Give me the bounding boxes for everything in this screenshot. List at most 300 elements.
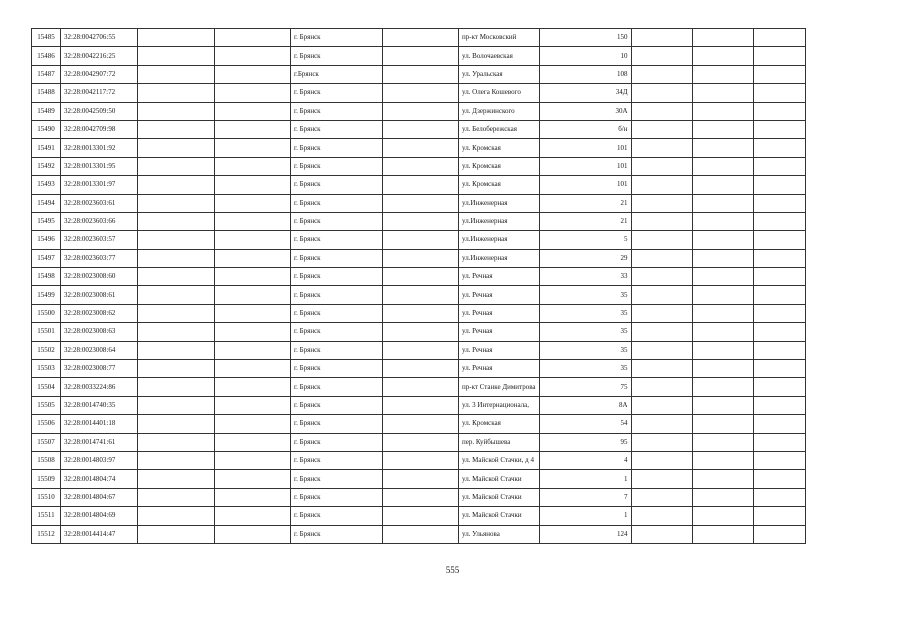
- record-number: 15512: [32, 525, 61, 543]
- record-number: 15510: [32, 488, 61, 506]
- empty-cell: [138, 323, 215, 341]
- empty-cell: [753, 212, 805, 230]
- record-number: 15491: [32, 139, 61, 157]
- empty-cell: [215, 29, 291, 47]
- empty-cell: [692, 396, 753, 414]
- empty-cell: [692, 323, 753, 341]
- empty-cell: [383, 415, 459, 433]
- empty-cell: [631, 323, 692, 341]
- street: ул. Волочаевская: [459, 47, 540, 65]
- empty-cell: [753, 396, 805, 414]
- table-row: [32, 451, 806, 469]
- cadastral-number: 32:28:0023008:61: [61, 286, 138, 304]
- record-number: 15496: [32, 231, 61, 249]
- empty-cell: [215, 231, 291, 249]
- table-row: [32, 304, 806, 322]
- empty-cell: [631, 378, 692, 396]
- empty-cell: [138, 29, 215, 47]
- street: ул. Кромская: [459, 157, 540, 175]
- city: г. Брянск: [291, 212, 383, 230]
- empty-cell: [383, 249, 459, 267]
- house-number: 34Д: [539, 84, 631, 102]
- empty-cell: [692, 415, 753, 433]
- record-number: 15504: [32, 378, 61, 396]
- empty-cell: [631, 433, 692, 451]
- table-row: [32, 360, 806, 378]
- record-number: 15502: [32, 341, 61, 359]
- empty-cell: [138, 415, 215, 433]
- registry-body: [32, 29, 806, 544]
- street: ул. Речная: [459, 360, 540, 378]
- empty-cell: [753, 29, 805, 47]
- empty-cell: [753, 47, 805, 65]
- empty-cell: [631, 507, 692, 525]
- empty-cell: [631, 84, 692, 102]
- cadastral-number: 32:28:0013301:97: [61, 176, 138, 194]
- empty-cell: [215, 157, 291, 175]
- empty-cell: [215, 65, 291, 83]
- empty-cell: [215, 451, 291, 469]
- cadastral-number: 32:28:0042117:72: [61, 84, 138, 102]
- house-number: 8А: [539, 396, 631, 414]
- empty-cell: [692, 470, 753, 488]
- table-row: [32, 378, 806, 396]
- house-number: 7: [539, 488, 631, 506]
- empty-cell: [138, 231, 215, 249]
- empty-cell: [215, 433, 291, 451]
- record-number: 15499: [32, 286, 61, 304]
- empty-cell: [215, 268, 291, 286]
- table-row: [32, 341, 806, 359]
- empty-cell: [631, 47, 692, 65]
- record-number: 15500: [32, 304, 61, 322]
- cadastral-number: 32:28:0014401:18: [61, 415, 138, 433]
- empty-cell: [383, 157, 459, 175]
- street: пр-кт Московский: [459, 29, 540, 47]
- empty-cell: [138, 84, 215, 102]
- empty-cell: [631, 341, 692, 359]
- street: пр-кт Станке Димитрова: [459, 378, 540, 396]
- city: г. Брянск: [291, 378, 383, 396]
- table-row: [32, 176, 806, 194]
- empty-cell: [215, 470, 291, 488]
- table-row: [32, 231, 806, 249]
- empty-cell: [753, 139, 805, 157]
- empty-cell: [753, 470, 805, 488]
- street: ул. 3 Интернационала,: [459, 396, 540, 414]
- empty-cell: [138, 433, 215, 451]
- empty-cell: [631, 194, 692, 212]
- empty-cell: [383, 176, 459, 194]
- empty-cell: [753, 194, 805, 212]
- table-row: [32, 323, 806, 341]
- city: г. Брянск: [291, 176, 383, 194]
- empty-cell: [692, 451, 753, 469]
- empty-cell: [138, 120, 215, 138]
- record-number: 15507: [32, 433, 61, 451]
- empty-cell: [692, 194, 753, 212]
- empty-cell: [692, 212, 753, 230]
- cadastral-number: 32:28:0023008:62: [61, 304, 138, 322]
- house-number: 124: [539, 525, 631, 543]
- empty-cell: [631, 470, 692, 488]
- empty-cell: [692, 176, 753, 194]
- empty-cell: [692, 231, 753, 249]
- city: г.Брянск: [291, 65, 383, 83]
- empty-cell: [383, 268, 459, 286]
- empty-cell: [138, 451, 215, 469]
- city: г. Брянск: [291, 231, 383, 249]
- table-row: [32, 47, 806, 65]
- empty-cell: [383, 525, 459, 543]
- empty-cell: [753, 304, 805, 322]
- empty-cell: [383, 488, 459, 506]
- city: г. Брянск: [291, 470, 383, 488]
- empty-cell: [215, 249, 291, 267]
- cadastral-number: 32:28:0023008:63: [61, 323, 138, 341]
- empty-cell: [753, 84, 805, 102]
- empty-cell: [631, 268, 692, 286]
- street: ул. Речная: [459, 286, 540, 304]
- record-number: 15506: [32, 415, 61, 433]
- empty-cell: [692, 360, 753, 378]
- table-row: [32, 194, 806, 212]
- city: г. Брянск: [291, 157, 383, 175]
- cadastral-number: 32:28:0014740:35: [61, 396, 138, 414]
- empty-cell: [138, 286, 215, 304]
- table-row: [32, 525, 806, 543]
- empty-cell: [383, 341, 459, 359]
- empty-cell: [215, 304, 291, 322]
- empty-cell: [215, 415, 291, 433]
- empty-cell: [138, 102, 215, 120]
- table-row: [32, 268, 806, 286]
- cadastral-number: 32:28:0023603:57: [61, 231, 138, 249]
- empty-cell: [692, 525, 753, 543]
- empty-cell: [215, 212, 291, 230]
- empty-cell: [631, 176, 692, 194]
- empty-cell: [138, 378, 215, 396]
- cadastral-number: 32:28:0042509:50: [61, 102, 138, 120]
- empty-cell: [753, 341, 805, 359]
- empty-cell: [383, 378, 459, 396]
- empty-cell: [631, 451, 692, 469]
- empty-cell: [138, 47, 215, 65]
- street: ул. Майской Стачки: [459, 470, 540, 488]
- empty-cell: [215, 488, 291, 506]
- empty-cell: [692, 433, 753, 451]
- empty-cell: [753, 507, 805, 525]
- empty-cell: [631, 249, 692, 267]
- empty-cell: [753, 433, 805, 451]
- street: ул. Кромская: [459, 139, 540, 157]
- empty-cell: [138, 507, 215, 525]
- empty-cell: [692, 286, 753, 304]
- city: г. Брянск: [291, 268, 383, 286]
- street: ул. Майской Стачки, д 4: [459, 451, 540, 469]
- empty-cell: [692, 120, 753, 138]
- house-number: 35: [539, 360, 631, 378]
- empty-cell: [215, 120, 291, 138]
- empty-cell: [383, 433, 459, 451]
- city: г. Брянск: [291, 341, 383, 359]
- empty-cell: [215, 396, 291, 414]
- empty-cell: [138, 268, 215, 286]
- table-row: [32, 249, 806, 267]
- empty-cell: [138, 360, 215, 378]
- cadastral-number: 32:28:0042709:98: [61, 120, 138, 138]
- street: пер. Куйбышева: [459, 433, 540, 451]
- house-number: 21: [539, 212, 631, 230]
- record-number: 15508: [32, 451, 61, 469]
- cadastral-number: 32:28:0023008:60: [61, 268, 138, 286]
- street: ул. Белобережская: [459, 120, 540, 138]
- street: ул. Кромская: [459, 176, 540, 194]
- record-number: 15487: [32, 65, 61, 83]
- house-number: 35: [539, 286, 631, 304]
- cadastral-number: 32:28:0014804:74: [61, 470, 138, 488]
- empty-cell: [631, 212, 692, 230]
- empty-cell: [692, 341, 753, 359]
- empty-cell: [383, 304, 459, 322]
- street: ул. Майской Стачки: [459, 507, 540, 525]
- cadastral-number: 32:28:0033224:86: [61, 378, 138, 396]
- table-row: [32, 415, 806, 433]
- table-row: [32, 139, 806, 157]
- empty-cell: [215, 102, 291, 120]
- cadastral-number: 32:28:0023603:61: [61, 194, 138, 212]
- house-number: б/н: [539, 120, 631, 138]
- empty-cell: [215, 525, 291, 543]
- empty-cell: [692, 102, 753, 120]
- table-row: [32, 488, 806, 506]
- empty-cell: [138, 65, 215, 83]
- street: ул.Инженерная: [459, 231, 540, 249]
- empty-cell: [138, 396, 215, 414]
- empty-cell: [753, 323, 805, 341]
- record-number: 15501: [32, 323, 61, 341]
- empty-cell: [383, 507, 459, 525]
- empty-cell: [631, 139, 692, 157]
- empty-cell: [215, 84, 291, 102]
- empty-cell: [631, 304, 692, 322]
- empty-cell: [383, 47, 459, 65]
- house-number: 30А: [539, 102, 631, 120]
- empty-cell: [383, 84, 459, 102]
- empty-cell: [753, 451, 805, 469]
- empty-cell: [631, 102, 692, 120]
- city: г. Брянск: [291, 525, 383, 543]
- empty-cell: [383, 29, 459, 47]
- city: г. Брянск: [291, 323, 383, 341]
- empty-cell: [753, 176, 805, 194]
- city: г. Брянск: [291, 286, 383, 304]
- empty-cell: [692, 268, 753, 286]
- empty-cell: [753, 286, 805, 304]
- empty-cell: [215, 47, 291, 65]
- table-row: [32, 157, 806, 175]
- empty-cell: [631, 286, 692, 304]
- house-number: 108: [539, 65, 631, 83]
- table-row: [32, 120, 806, 138]
- city: г. Брянск: [291, 194, 383, 212]
- city: г. Брянск: [291, 120, 383, 138]
- empty-cell: [215, 176, 291, 194]
- city: г. Брянск: [291, 139, 383, 157]
- registry-table: [31, 28, 806, 544]
- house-number: 54: [539, 415, 631, 433]
- empty-cell: [383, 65, 459, 83]
- street: ул. Майской Стачки: [459, 488, 540, 506]
- street: ул.Инженерная: [459, 212, 540, 230]
- empty-cell: [138, 341, 215, 359]
- record-number: 15486: [32, 47, 61, 65]
- table-row: [32, 396, 806, 414]
- house-number: 35: [539, 304, 631, 322]
- empty-cell: [215, 194, 291, 212]
- record-number: 15495: [32, 212, 61, 230]
- street: ул. Олега Кошевого: [459, 84, 540, 102]
- empty-cell: [692, 84, 753, 102]
- table-row: [32, 102, 806, 120]
- city: г. Брянск: [291, 47, 383, 65]
- empty-cell: [383, 231, 459, 249]
- cadastral-number: 32:28:0042216:25: [61, 47, 138, 65]
- record-number: 15497: [32, 249, 61, 267]
- cadastral-number: 32:28:0023008:64: [61, 341, 138, 359]
- table-row: [32, 286, 806, 304]
- cadastral-number: 32:28:0013301:92: [61, 139, 138, 157]
- street: ул. Речная: [459, 304, 540, 322]
- house-number: 10: [539, 47, 631, 65]
- house-number: 150: [539, 29, 631, 47]
- empty-cell: [631, 157, 692, 175]
- empty-cell: [383, 194, 459, 212]
- house-number: 35: [539, 341, 631, 359]
- empty-cell: [753, 415, 805, 433]
- house-number: 33: [539, 268, 631, 286]
- house-number: 29: [539, 249, 631, 267]
- empty-cell: [138, 470, 215, 488]
- empty-cell: [753, 65, 805, 83]
- empty-cell: [138, 212, 215, 230]
- empty-cell: [383, 451, 459, 469]
- house-number: 1: [539, 470, 631, 488]
- empty-cell: [631, 396, 692, 414]
- record-number: 15490: [32, 120, 61, 138]
- empty-cell: [383, 323, 459, 341]
- cadastral-number: 32:28:0014741:61: [61, 433, 138, 451]
- house-number: 101: [539, 139, 631, 157]
- empty-cell: [753, 488, 805, 506]
- house-number: 75: [539, 378, 631, 396]
- record-number: 15488: [32, 84, 61, 102]
- empty-cell: [138, 304, 215, 322]
- city: г. Брянск: [291, 488, 383, 506]
- empty-cell: [692, 488, 753, 506]
- empty-cell: [383, 139, 459, 157]
- empty-cell: [692, 507, 753, 525]
- cadastral-number: 32:28:0014414:47: [61, 525, 138, 543]
- empty-cell: [692, 378, 753, 396]
- cadastral-number: 32:28:0023008:77: [61, 360, 138, 378]
- table-row: [32, 29, 806, 47]
- empty-cell: [753, 360, 805, 378]
- table-row: [32, 65, 806, 83]
- record-number: 15494: [32, 194, 61, 212]
- empty-cell: [753, 120, 805, 138]
- city: г. Брянск: [291, 360, 383, 378]
- empty-cell: [753, 268, 805, 286]
- empty-cell: [215, 507, 291, 525]
- city: г. Брянск: [291, 507, 383, 525]
- empty-cell: [138, 194, 215, 212]
- cadastral-number: 32:28:0042706:55: [61, 29, 138, 47]
- empty-cell: [383, 470, 459, 488]
- empty-cell: [753, 378, 805, 396]
- empty-cell: [383, 120, 459, 138]
- empty-cell: [753, 231, 805, 249]
- empty-cell: [215, 139, 291, 157]
- empty-cell: [383, 212, 459, 230]
- empty-cell: [753, 157, 805, 175]
- street: ул.Инженерная: [459, 249, 540, 267]
- city: г. Брянск: [291, 29, 383, 47]
- city: г. Брянск: [291, 396, 383, 414]
- page-number: 555: [445, 565, 460, 575]
- empty-cell: [692, 304, 753, 322]
- empty-cell: [631, 488, 692, 506]
- empty-cell: [215, 360, 291, 378]
- street: ул. Речная: [459, 268, 540, 286]
- house-number: 1: [539, 507, 631, 525]
- house-number: 5: [539, 231, 631, 249]
- table-row: [32, 212, 806, 230]
- city: г. Брянск: [291, 102, 383, 120]
- record-number: 15503: [32, 360, 61, 378]
- city: г. Брянск: [291, 249, 383, 267]
- empty-cell: [215, 323, 291, 341]
- record-number: 15489: [32, 102, 61, 120]
- empty-cell: [215, 378, 291, 396]
- empty-cell: [631, 525, 692, 543]
- table-row: [32, 507, 806, 525]
- house-number: 101: [539, 176, 631, 194]
- empty-cell: [631, 29, 692, 47]
- street: ул. Ульянова: [459, 525, 540, 543]
- empty-cell: [383, 396, 459, 414]
- table-row: [32, 84, 806, 102]
- cadastral-number: 32:28:0042907:72: [61, 65, 138, 83]
- street: ул. Кромская: [459, 415, 540, 433]
- empty-cell: [753, 102, 805, 120]
- empty-cell: [692, 249, 753, 267]
- city: г. Брянск: [291, 84, 383, 102]
- city: г. Брянск: [291, 304, 383, 322]
- house-number: 21: [539, 194, 631, 212]
- city: г. Брянск: [291, 433, 383, 451]
- empty-cell: [753, 249, 805, 267]
- city: г. Брянск: [291, 415, 383, 433]
- house-number: 4: [539, 451, 631, 469]
- record-number: 15511: [32, 507, 61, 525]
- table-row: [32, 433, 806, 451]
- empty-cell: [631, 120, 692, 138]
- table-row: [32, 470, 806, 488]
- street: ул. Уральская: [459, 65, 540, 83]
- cadastral-number: 32:28:0023603:77: [61, 249, 138, 267]
- empty-cell: [138, 249, 215, 267]
